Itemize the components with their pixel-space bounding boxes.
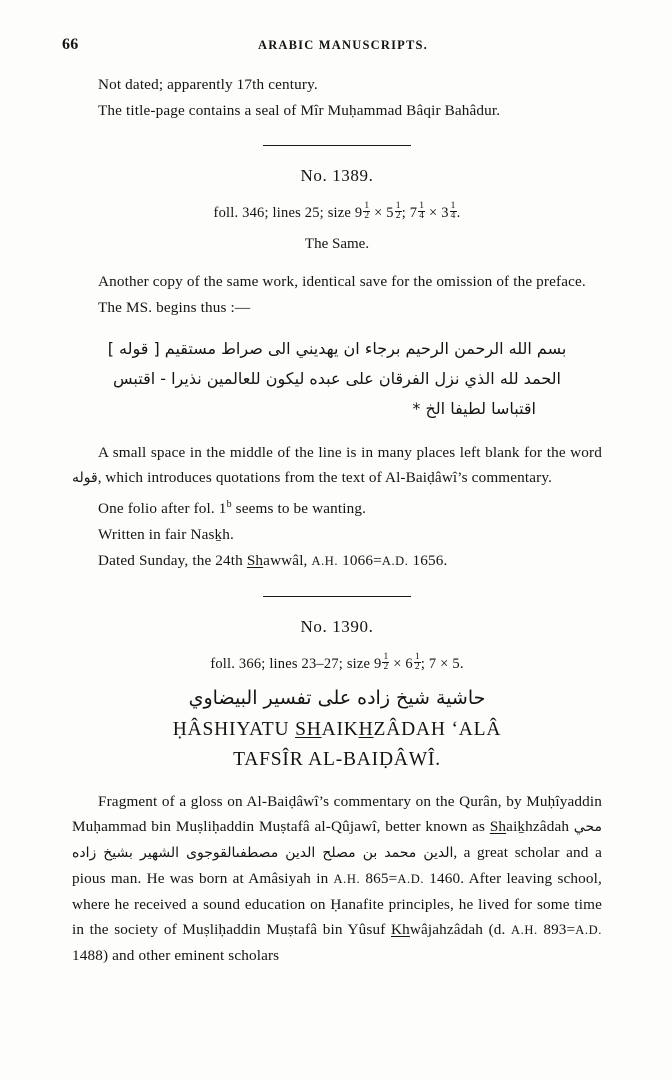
para-6-text-a: Dated Sunday, the 24th bbox=[98, 552, 247, 570]
para-6-text-c: 1066= bbox=[338, 552, 382, 570]
p1-ah-2: A.H. bbox=[511, 923, 538, 938]
p1-text-e: 1460. After leaving school, where he received a sound education on Ḥanafite principles, he lived for some time in the society of Muṣliḥaddin Muṣtafâ bin Yûsuf bbox=[72, 870, 602, 939]
p1-ad-1: A.D. bbox=[397, 872, 425, 887]
collation-1389-end: . bbox=[456, 205, 461, 221]
collation-1389-semi: ; 7 bbox=[401, 205, 418, 221]
fraction-1: $\frac{1}{2}$ bbox=[364, 201, 370, 221]
p1-text-a: Fragment of a gloss on Al-Baiḍâwî’s commentary on the Qurân, by Muḥîyaddin Muḥammad bin Muṣliḥaddin Muṣtafâ al-Qûjawî, better known as bbox=[72, 793, 602, 836]
page-number: 66 bbox=[62, 36, 79, 53]
para-6-text-b: awwâl, bbox=[263, 552, 312, 570]
entry-1389-para-6 bbox=[72, 548, 602, 574]
arabic-work-title-1390: حاشية شيخ زاده على تفسير البيضاوي bbox=[188, 687, 486, 710]
entry-subtitle-1389: The Same. bbox=[304, 236, 370, 252]
running-title: ARABIC MANUSCRIPTS. bbox=[257, 38, 429, 52]
fraction-4: $\frac{1}{4}$ bbox=[450, 201, 456, 221]
p1-text-g: 893= bbox=[537, 921, 576, 939]
para-6-ah: A.H. bbox=[311, 554, 339, 569]
p1-ad-2: A.D. bbox=[575, 923, 602, 938]
section-divider-1 bbox=[263, 145, 411, 146]
p1-arabic-name-1: محي الدين محمد بن مصلح الدين مصطفى bbox=[235, 819, 602, 862]
fraction-6: $\frac{1}{2}$ bbox=[414, 652, 420, 673]
title-part-sh: SH bbox=[295, 719, 322, 741]
title-part-c: ZÂDAH ‘ALÂ bbox=[373, 719, 502, 741]
collation-1389-mid: × 5 bbox=[370, 205, 394, 221]
work-title-line-2: TAFSÎR AL-BAIḌÂWÎ. bbox=[233, 749, 441, 771]
p1-arabic-name-2: القوجوى الشهير بشيخ زاده bbox=[72, 845, 236, 862]
fraction-2: $\frac{1}{2}$ bbox=[395, 201, 401, 221]
page-body bbox=[72, 72, 602, 969]
para-4-text-a: One folio after fol. 1 bbox=[98, 500, 227, 518]
entry-number-1389: No. 1389. bbox=[300, 166, 374, 185]
entry-number-1390: No. 1390. bbox=[300, 617, 374, 637]
section-divider-2 bbox=[263, 596, 411, 597]
p1-text-d: 865= bbox=[360, 870, 398, 888]
title-part-a: ḤÂSHIYATU bbox=[172, 719, 296, 741]
p1-underlined-sh: Sh bbox=[489, 818, 507, 836]
arabic-incipit-line-3: اقتباسا لطيفا الخ * bbox=[412, 399, 536, 418]
arabic-incipit-line-1: بسم الله الرحمن الرحيم برجاء ان يهديني الى صراط مستقيم [ قوله ] bbox=[107, 339, 567, 358]
fraction-5: $\frac{1}{2}$ bbox=[383, 652, 389, 673]
p1-text-h: 1488) and other eminent scholars bbox=[72, 947, 280, 965]
fraction-3: $\frac{1}{4}$ bbox=[419, 201, 425, 221]
entry-1389-para-1: Another copy of the same work, identical save for the omission of the preface. bbox=[98, 273, 586, 290]
para-6-underlined: Sh bbox=[246, 552, 264, 570]
para-6-text-d: 1656. bbox=[408, 552, 448, 570]
para-3-arabic-word: قوله bbox=[72, 470, 98, 486]
page-header bbox=[62, 36, 624, 56]
title-part-b: AIK bbox=[321, 719, 359, 741]
title-part-h: H bbox=[358, 719, 374, 741]
collation-1389-prefix: foll. 346; lines 25; size 9 bbox=[213, 205, 363, 221]
p1-ah-1: A.H. bbox=[333, 872, 361, 887]
entry-1389-para-4 bbox=[72, 492, 602, 521]
entry-1389-para-5: Written in fair Nasḵh. bbox=[98, 526, 234, 544]
para-4-text-b: seems to be wanting. bbox=[231, 500, 367, 518]
p1-text-c: , a great scholar and a pious man. He was born at Amâsiyah in bbox=[72, 844, 602, 888]
collation-1390 bbox=[72, 653, 602, 673]
collation-1390-end: ; 7 × 5. bbox=[420, 656, 464, 673]
arabic-incipit-1389 bbox=[72, 334, 602, 424]
work-title-line-1 bbox=[72, 715, 602, 745]
p1-text-f: wâjahzâdah (d. bbox=[409, 921, 512, 939]
work-title-1390 bbox=[72, 715, 602, 775]
collation-1389-x: × 3 bbox=[425, 205, 449, 221]
collation-1390-mid: × 6 bbox=[389, 656, 413, 673]
collation-1390-prefix: foll. 366; lines 23–27; size 9 bbox=[210, 656, 382, 673]
entry-1390-para-1 bbox=[72, 789, 602, 968]
p1-text-b: aiḵhzâdah bbox=[506, 818, 574, 836]
para-3-text-b: , which introduces quotations from the text of Al-Baiḍâwî’s commentary. bbox=[97, 469, 553, 486]
entry-1389-para-2: The MS. begins thus :— bbox=[98, 299, 251, 316]
collation-1389 bbox=[72, 202, 602, 222]
para-6-ad: A.D. bbox=[381, 554, 409, 569]
prev-entry-line-2: The title-page contains a seal of Mîr Muḥammad Bâqir Bahâdur. bbox=[98, 102, 501, 119]
arabic-incipit-line-2: الحمد لله الذي نزل الفرقان على عبده ليكون للعالمين نذيرا - اقتبس bbox=[113, 369, 561, 388]
prev-entry-line-1: Not dated; apparently 17th century. bbox=[98, 76, 318, 93]
para-4-superscript: b bbox=[226, 499, 232, 510]
para-3-text-a: A small space in the middle of the line is in many places left blank for the word bbox=[98, 444, 602, 461]
entry-1389-para-3 bbox=[72, 440, 602, 491]
p1-underlined-kh: Kh bbox=[390, 921, 410, 939]
